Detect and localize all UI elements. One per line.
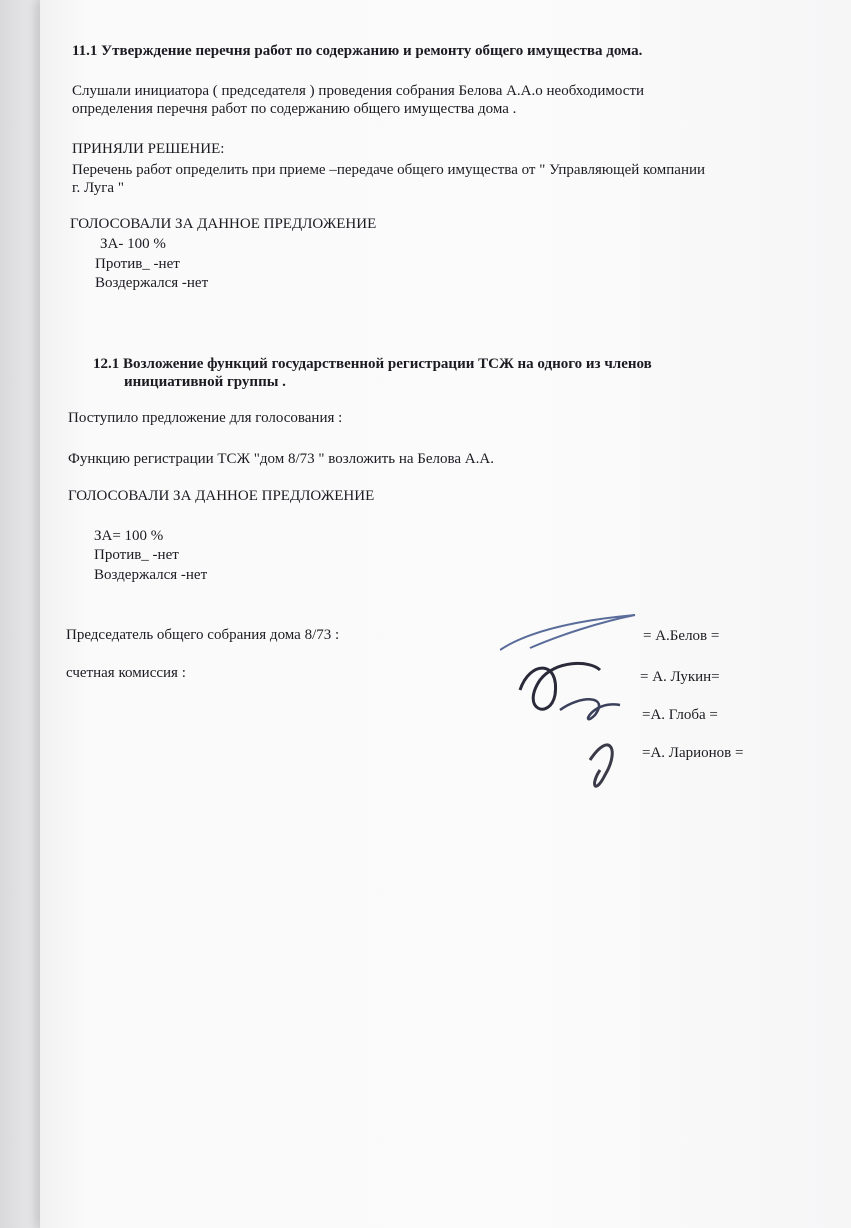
handwritten-signatures bbox=[500, 600, 640, 810]
heard-line-1: Слушали инициатора ( председателя ) проведения собрания Белова А.А.о необходимости bbox=[72, 83, 645, 99]
votes-for-12: ЗА= 100 % bbox=[94, 528, 164, 544]
votes-abstain-11: Воздержался -нет bbox=[95, 275, 209, 291]
voted-label-11: ГОЛОСОВАЛИ ЗА ДАННОЕ ПРЕДЛОЖЕНИЕ bbox=[70, 216, 377, 232]
decision-line-2: г. Луга " bbox=[72, 180, 124, 196]
section-12-heading-line-1: 12.1 Возложение функций государственной регистрации ТСЖ на одного из членов bbox=[93, 356, 652, 372]
proposal-label: Поступило предложение для голосования : bbox=[68, 410, 343, 426]
commission-member-1: = А. Лукин= bbox=[640, 669, 720, 685]
section-12-heading-line-2: инициативной группы . bbox=[124, 374, 286, 390]
chair-label: Председатель общего собрания дома 8/73 : bbox=[66, 627, 340, 643]
proposal-text: Функцию регистрации ТСЖ "дом 8/73 " возложить на Белова А.А. bbox=[68, 451, 494, 467]
commission-member-2: =А. Глоба = bbox=[642, 707, 718, 723]
decision-line-1: Перечень работ определить при приеме –передаче общего имущества от " Управляющей компании bbox=[72, 162, 706, 178]
previous-page-edge bbox=[0, 0, 44, 1228]
commission-label: счетная комиссия : bbox=[66, 665, 186, 681]
votes-against-11: Против_ -нет bbox=[95, 256, 180, 272]
chair-name: = А.Белов = bbox=[643, 628, 720, 644]
decided-label: ПРИНЯЛИ РЕШЕНИЕ: bbox=[72, 141, 225, 157]
votes-against-12: Против_ -нет bbox=[94, 547, 179, 563]
votes-abstain-12: Воздержался -нет bbox=[94, 567, 208, 583]
heard-line-2: определения перечня работ по содержанию общего имущества дома . bbox=[72, 101, 517, 117]
section-11-heading: 11.1 Утверждение перечня работ по содержанию и ремонту общего имущества дома. bbox=[72, 43, 643, 59]
document-page bbox=[40, 0, 851, 1228]
voted-label-12: ГОЛОСОВАЛИ ЗА ДАННОЕ ПРЕДЛОЖЕНИЕ bbox=[68, 488, 375, 504]
commission-member-3: =А. Ларионов = bbox=[642, 745, 744, 761]
votes-for-11: ЗА- 100 % bbox=[100, 236, 166, 252]
